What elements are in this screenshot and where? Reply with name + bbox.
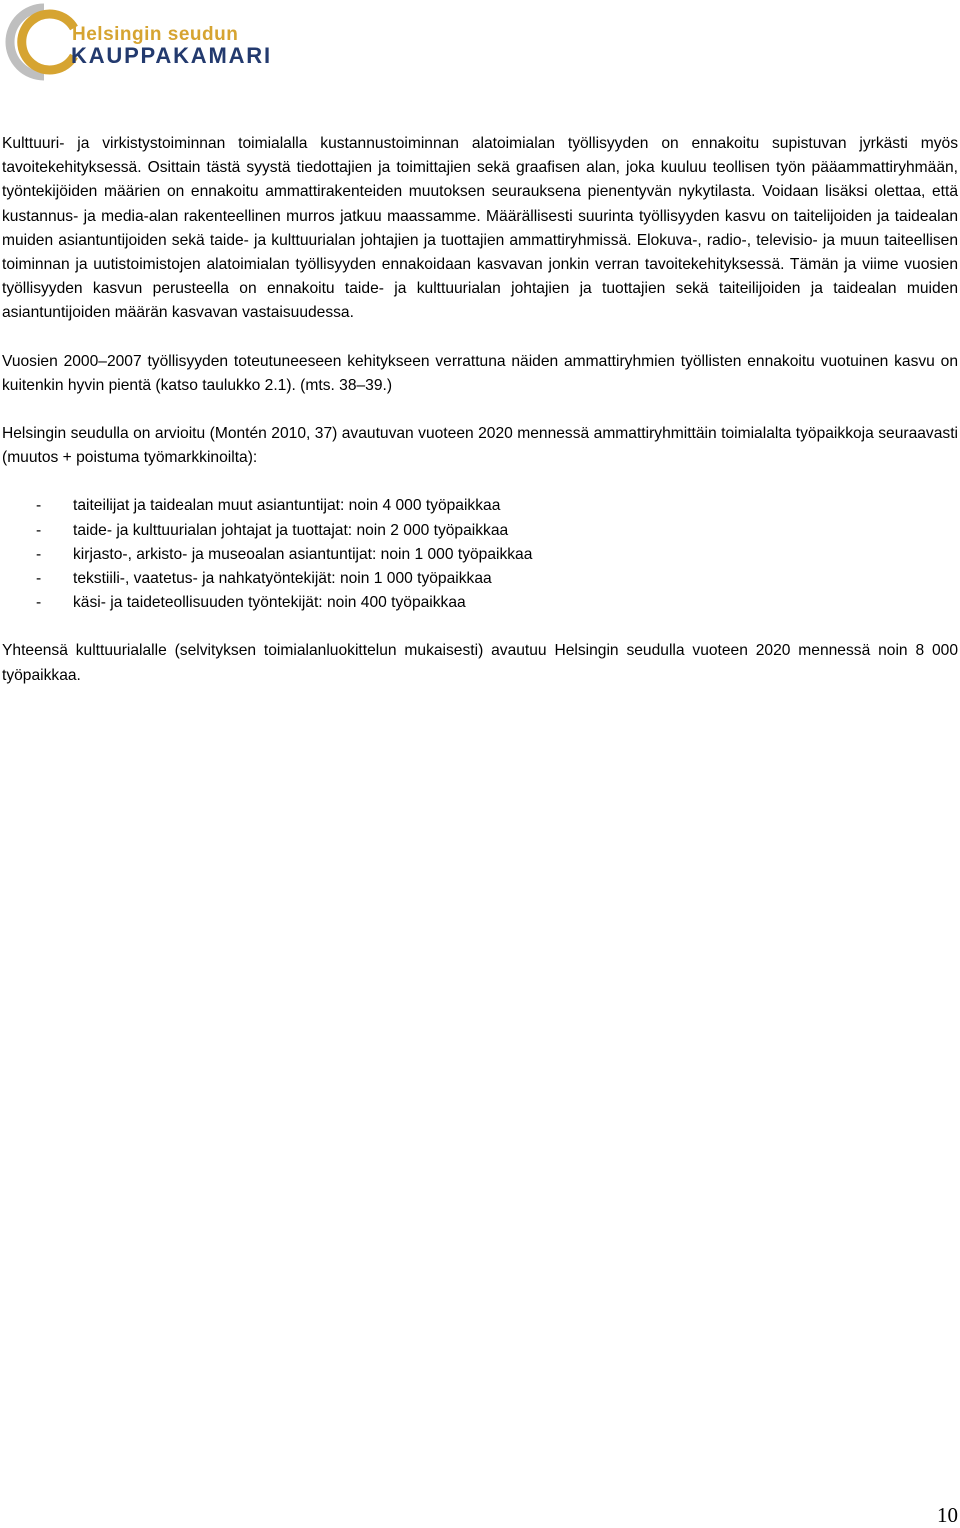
list-item <box>2 494 958 518</box>
job-openings-list <box>2 494 958 615</box>
list-item-text: tekstiili-, vaatetus- ja nahkatyöntekijät: noin 1 000 työpaikkaa <box>73 570 492 588</box>
logo-text-line1: Helsingin seudun <box>72 24 239 45</box>
list-item <box>2 591 958 615</box>
list-item <box>2 543 958 567</box>
list-item-text: taiteilijat ja taidealan muut asiantuntijat: noin 4 000 työpaikkaa <box>73 497 501 515</box>
kauppakamari-logo <box>4 2 284 82</box>
page-number: 10 <box>937 1503 958 1527</box>
list-item-text: taide- ja kulttuurialan johtajat ja tuottajat: noin 2 000 työpaikkaa <box>73 521 509 539</box>
list-item <box>2 519 958 543</box>
list-dash: - <box>36 497 42 515</box>
logo-text-line2: KAUPPAKAMARI <box>71 43 272 68</box>
paragraph-total-openings: Yhteensä kulttuurialalle (selvityksen toimialanluokittelun mukaisesti) avautuu Helsingin seudulla vuoteen 2020 mennessä noin 8 000 työpaikkaa. <box>2 642 958 684</box>
paragraph-helsinki-estimate: Helsingin seudulla on arvioitu (Montén 2010, 37) avautuvan vuoteen 2020 mennessä ammattiryhmittäin toimialalta työpaikkoja seuraavasti (muutos + poistuma työmarkkinoilta): <box>2 425 958 467</box>
paragraph-employment-outlook: Kulttuuri- ja virkistystoiminnan toimialalla kustannustoiminnan alatoimialan työllisyyden on ennakoitu supistuvan jyrkästi myös tavoitekehityksessä. Osittain tästä syystä tiedottajien ja toimittajien sekä graafisen alan, joka kuuluu teollisen työn pääammattiryhmään, työntekijöiden määrien on ennakoitu ammattirakenteiden muutoksen seurauksena pienentyvän nykytilasta. Voidaan lisäksi olettaa, että kustannus- ja media-alan rakenteellinen murros jatkuu maassamme. Määrällisesti suurinta työllisyyden kasvu on taitelijoiden ja taidealan muiden asiantuntijoiden sekä taide- ja kulttuurialan johtajien ja tuottajien ammattiryhmissä. Elokuva-, radio-, televisio- ja muun taiteellisen toiminnan ja uutistoimistojen alatoimialan työllisyyden ennakoidaan kasvavan jonkin verran tavoitekehityksessä. Tämän ja viime vuosien työllisyyden kasvun perusteella on ennakoitu taide- ja kulttuurialan johtajien ja tuottajien sekä taiteilijoiden ja taidealan muiden asiantuntijoiden määrän kasvavan vastaisuudessa. <box>2 135 958 322</box>
list-dash: - <box>36 521 42 539</box>
list-dash: - <box>36 545 42 563</box>
document-body <box>2 132 958 688</box>
paragraph-growth-comparison: Vuosien 2000–2007 työllisyyden toteutuneeseen kehitykseen verrattuna näiden ammattiryhmien työllisten ennakoitu vuotuinen kasvu on kuitenkin hyvin pientä (katso taulukko 2.1). (mts. 38–39.) <box>2 352 958 394</box>
list-item-text: käsi- ja taideteollisuuden työntekijät: noin 400 työpaikkaa <box>73 594 466 612</box>
list-item <box>2 567 958 591</box>
list-dash: - <box>36 570 42 588</box>
list-item-text: kirjasto-, arkisto- ja museoalan asiantuntijat: noin 1 000 työpaikkaa <box>73 545 533 563</box>
list-dash: - <box>36 594 42 612</box>
